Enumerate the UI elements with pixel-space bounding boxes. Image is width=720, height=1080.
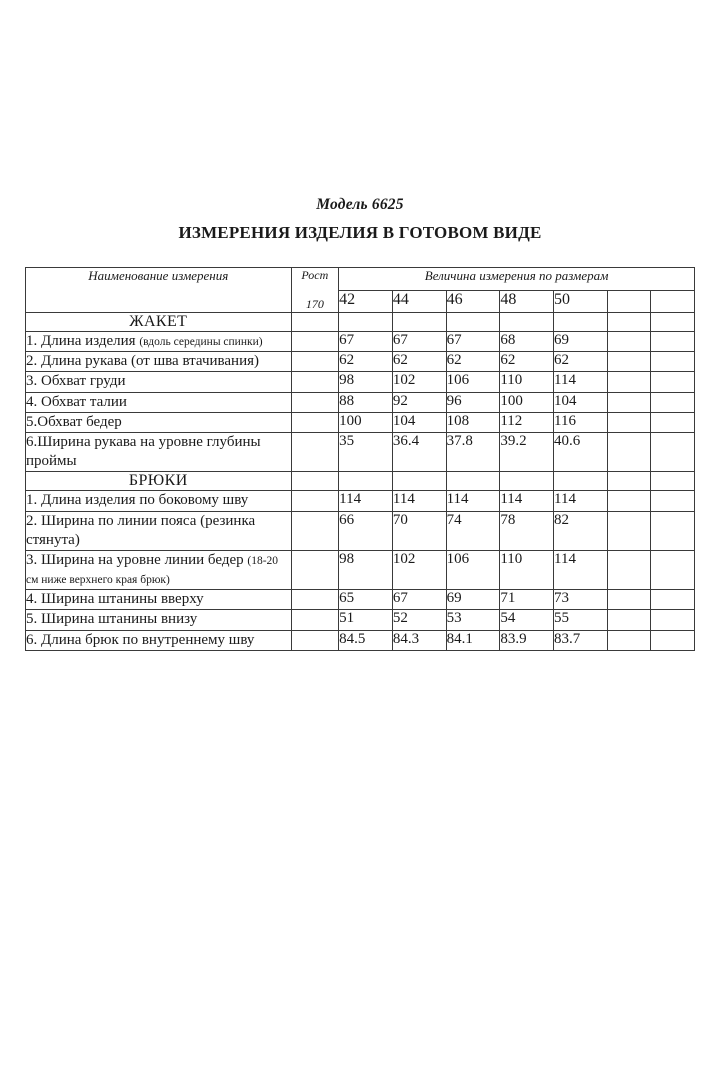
measurement-value: 71 [500,590,554,610]
measurement-value-blank [607,352,651,372]
table-row [26,392,695,412]
section-empty-cell [554,472,608,491]
measurement-value: 62 [339,352,393,372]
height-cell [291,550,339,589]
section-empty-cell [607,313,651,332]
measurement-value: 74 [446,511,500,550]
measurement-value-blank [607,590,651,610]
measurements-table [25,267,695,651]
height-cell [291,332,339,352]
measurement-label [26,630,292,650]
measurement-value: 110 [500,372,554,392]
measurement-value: 102 [392,550,446,589]
table-row [26,372,695,392]
section-empty-cell [392,472,446,491]
measurement-label [26,412,292,432]
header-measurement-name: Наименование измерения [26,268,292,313]
measurement-value: 62 [500,352,554,372]
table-row [26,412,695,432]
measurement-value-blank [651,412,695,432]
measurement-value: 69 [554,332,608,352]
title-block [0,196,720,243]
height-cell [291,432,339,471]
measurement-value-blank [651,432,695,471]
measurement-value-blank [607,511,651,550]
header-height-value: 170 [305,297,324,311]
measurement-value: 62 [392,352,446,372]
table-header-row [26,268,695,291]
measurement-value: 67 [446,332,500,352]
height-cell [291,630,339,650]
measurement-value: 110 [500,550,554,589]
measurement-value: 114 [392,491,446,511]
measurement-value: 65 [339,590,393,610]
measurement-value: 116 [554,412,608,432]
measurement-value: 100 [500,392,554,412]
measurement-label-main: 5.Обхват бедер [26,413,122,430]
measurement-value-blank [607,630,651,650]
table-row [26,352,695,372]
size-column-header: 46 [446,291,500,313]
measurement-value: 114 [446,491,500,511]
measurement-label-main: 2. Ширина по линии пояса (резинка стянута) [26,512,256,548]
measurement-value: 67 [339,332,393,352]
measurement-value: 84.1 [446,630,500,650]
measurement-label-main: 1. Длина изделия по боковому шву [26,492,249,509]
measurement-value-blank [651,550,695,589]
model-number: Модель 6625 [316,196,404,213]
measurement-value: 92 [392,392,446,412]
measurement-label-note: (18-20 см ниже верхнего края брюк) [26,554,279,587]
measurement-value: 70 [392,511,446,550]
measurement-value: 68 [500,332,554,352]
header-sizes: Величина измерения по размерам [339,268,695,291]
section-row [26,472,695,491]
measurement-label-main: 2. Длина рукава (от шва втачивания) [26,353,260,370]
size-column-header: 44 [392,291,446,313]
measurement-label-main: 6. Длина брюк по внутреннему шву [26,631,255,648]
size-column-header: 42 [339,291,393,313]
height-cell [291,352,339,372]
section-empty-cell [291,472,339,491]
height-cell [291,372,339,392]
measurement-label-main: 5. Ширина штанины внизу [26,611,198,628]
measurement-value: 114 [554,550,608,589]
measurement-value: 73 [554,590,608,610]
section-empty-cell [651,313,695,332]
section-empty-cell [446,472,500,491]
table-row [26,590,695,610]
measurement-value: 37.8 [446,432,500,471]
section-row [26,313,695,332]
measurement-label [26,550,292,589]
measurement-value: 88 [339,392,393,412]
section-empty-cell [554,313,608,332]
measurement-value-blank [607,432,651,471]
measurement-value-blank [607,332,651,352]
measurement-value: 96 [446,392,500,412]
measurement-label-main: 3. Ширина на уровне линии бедер [26,551,248,568]
height-cell [291,412,339,432]
measurement-value: 82 [554,511,608,550]
height-cell [291,590,339,610]
measurement-value-blank [651,491,695,511]
measurement-value: 108 [446,412,500,432]
measurement-value: 100 [339,412,393,432]
measurement-label [26,511,292,550]
measurement-value: 36.4 [392,432,446,471]
measurement-label-main: 1. Длина изделия [26,333,140,349]
measurement-value: 104 [392,412,446,432]
measurement-value: 98 [339,372,393,392]
table-row [26,511,695,550]
measurement-value-blank [607,550,651,589]
measurement-label-main: 4. Ширина штанины вверху [26,591,204,608]
measurement-label-main: 3. Обхват груди [26,373,126,390]
size-column-header: 48 [500,291,554,313]
table-row [26,550,695,589]
measurement-value: 84.5 [339,630,393,650]
table-row [26,432,695,471]
section-empty-cell [607,472,651,491]
measurement-value: 35 [339,432,393,471]
measurement-label [26,610,292,630]
measurement-label [26,352,292,372]
measurement-value: 53 [446,610,500,630]
section-empty-cell [392,313,446,332]
measurement-label [26,491,292,511]
measurement-value: 78 [500,511,554,550]
measurement-label [26,432,292,471]
height-cell [291,511,339,550]
measurement-value-blank [651,610,695,630]
measurement-value: 67 [392,332,446,352]
measurement-value: 51 [339,610,393,630]
measurement-label-main: 6.Ширина рукава на уровне глубины проймы [26,433,261,470]
measurement-value: 106 [446,550,500,589]
measurement-value: 69 [446,590,500,610]
size-column-header-blank [607,291,651,313]
header-height-label: Рост [301,268,329,282]
measurement-value-blank [607,392,651,412]
measurement-value: 114 [339,491,393,511]
measurement-value-blank [651,511,695,550]
measurement-value: 98 [339,550,393,589]
measurement-value: 83.9 [500,630,554,650]
page-title: ИЗМЕРЕНИЯ ИЗДЕЛИЯ В ГОТОВОМ ВИДЕ [178,223,542,242]
measurement-value: 66 [339,511,393,550]
measurement-value: 114 [554,491,608,511]
height-cell [291,392,339,412]
section-empty-cell [339,472,393,491]
measurement-value: 62 [446,352,500,372]
size-column-header: 50 [554,291,608,313]
measurement-label [26,372,292,392]
header-height [291,268,339,313]
measurement-value-blank [651,332,695,352]
measurement-label [26,590,292,610]
measurement-label [26,392,292,412]
measurement-value: 40.6 [554,432,608,471]
section-empty-cell [291,313,339,332]
measurement-value: 104 [554,392,608,412]
table-row [26,610,695,630]
measurement-value: 114 [500,491,554,511]
measurement-value: 114 [554,372,608,392]
measurement-value-blank [651,590,695,610]
section-empty-cell [500,313,554,332]
measurement-value-blank [651,630,695,650]
table-row [26,491,695,511]
measurement-label-note: (вдоль середины спинки) [139,336,263,348]
height-cell [291,491,339,511]
measurement-value: 39.2 [500,432,554,471]
measurement-value: 112 [500,412,554,432]
measurement-value: 84.3 [392,630,446,650]
section-empty-cell [446,313,500,332]
measurement-value-blank [607,372,651,392]
section-empty-cell [339,313,393,332]
measurement-label [26,332,292,352]
section-empty-cell [651,472,695,491]
size-column-header-blank [651,291,695,313]
table-row [26,332,695,352]
measurement-value-blank [607,610,651,630]
section-empty-cell [500,472,554,491]
measurement-value: 83.7 [554,630,608,650]
section-title: БРЮКИ [26,472,292,491]
measurement-value-blank [651,352,695,372]
measurement-value: 106 [446,372,500,392]
table-row [26,630,695,650]
measurement-value-blank [607,412,651,432]
measurement-value: 55 [554,610,608,630]
measurement-value-blank [607,491,651,511]
measurement-value: 67 [392,590,446,610]
measurement-value: 54 [500,610,554,630]
measurement-label-main: 4. Обхват талии [26,393,127,410]
measurement-value: 62 [554,352,608,372]
measurement-value-blank [651,392,695,412]
height-cell [291,610,339,630]
measurement-value: 52 [392,610,446,630]
section-title: ЖАКЕТ [26,313,292,332]
measurement-value-blank [651,372,695,392]
measurement-value: 102 [392,372,446,392]
